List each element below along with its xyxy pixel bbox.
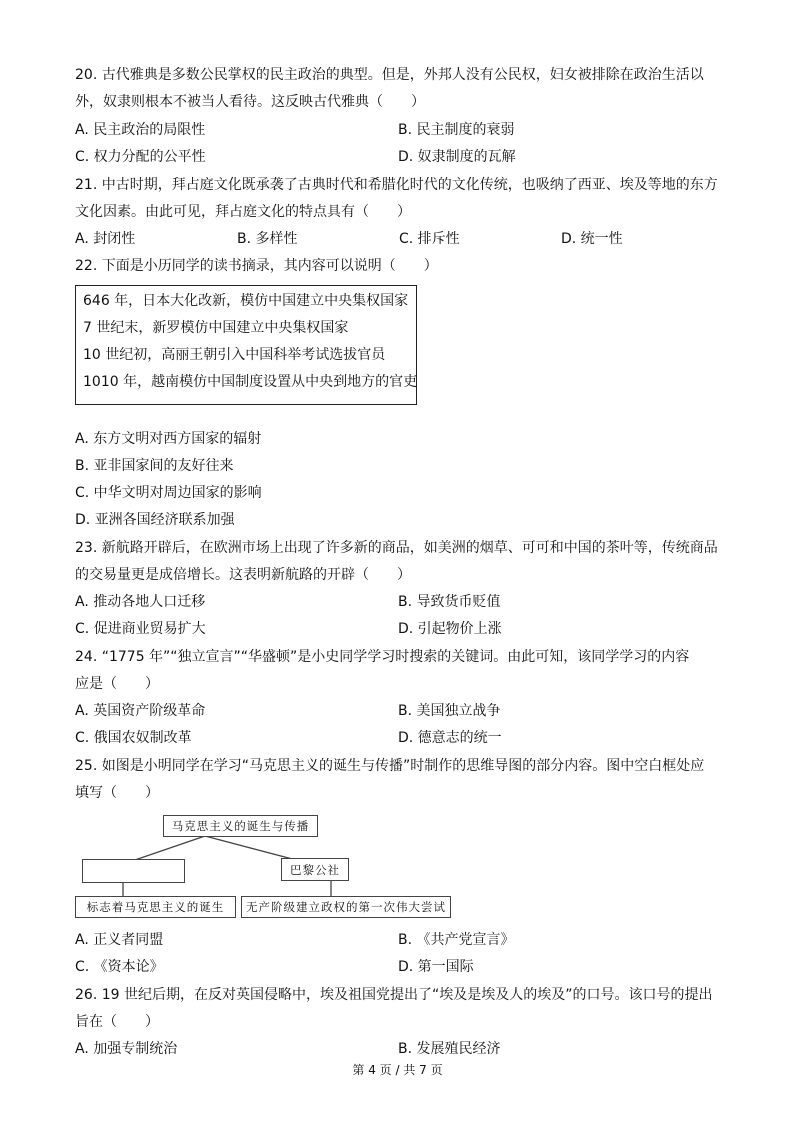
q22-option-b: B. 亚非国家间的友好往来 — [75, 458, 234, 474]
q25-stem-line-1: 25. 如图是小明同学在学习“马克思主义的诞生与传播”时制作的思维导图的部分内容。图中空白框处应 — [75, 758, 705, 774]
q20-option-c: C. 权力分配的公平性 — [75, 149, 206, 165]
mind-map-blank-box — [82, 859, 185, 883]
q21-option-d: D. 统一性 — [561, 231, 623, 247]
q21-option-c: C. 排斥性 — [399, 231, 460, 247]
q24-option-d: D. 德意志的统一 — [398, 730, 502, 746]
q20-option-b: B. 民主制度的衰弱 — [398, 122, 515, 138]
q24-option-b: B. 美国独立战争 — [398, 703, 501, 719]
q25-option-a: A. 正义者同盟 — [75, 932, 164, 948]
q22-stem: 22. 下面是小历同学的读书摘录，其内容可以说明（ ） — [75, 258, 438, 274]
mind-map-paris-commune: 巴黎公社 — [281, 858, 349, 881]
page-footer: 第 4 页 / 共 7 页 — [352, 1063, 443, 1077]
q20-option-a: A. 民主政治的局限性 — [75, 122, 206, 138]
mind-map-left-desc: 标志着马克思主义的诞生 — [75, 896, 236, 918]
q24-option-a: A. 英国资产阶级革命 — [75, 703, 206, 719]
q26-stem-line-2: 旨在（ ） — [75, 1014, 159, 1030]
q22-option-a: A. 东方文明对西方国家的辐射 — [75, 431, 262, 447]
excerpt-line-3: 10 世纪初，高丽王朝引入中国科举考试选拔官员 — [83, 347, 386, 363]
q24-option-c: C. 俄国农奴制改革 — [75, 730, 192, 746]
q25-stem-line-2: 填写（ ） — [75, 785, 159, 801]
mind-map-diagram — [75, 812, 455, 922]
q22-excerpt-box — [75, 285, 417, 405]
excerpt-line-4: 1010 年，越南模仿中国制度设置从中央到地方的官吏 — [83, 374, 418, 390]
q23-option-b: B. 导致货币贬值 — [398, 594, 501, 610]
q21-option-b: B. 多样性 — [237, 231, 298, 247]
q23-option-c: C. 促进商业贸易扩大 — [75, 621, 206, 637]
q25-option-b: B. 《共产党宣言》 — [398, 932, 515, 948]
q25-option-d: D. 第一国际 — [398, 959, 474, 975]
q20-stem-line-2: 外，奴隶则根本不被当人看待。这反映古代雅典（ ） — [75, 94, 425, 110]
mind-map-right-desc: 无产阶级建立政权的第一次伟大尝试 — [241, 896, 451, 918]
q26-stem-line-1: 26. 19 世纪后期，在反对英国侵略中，埃及祖国党提出了“埃及是埃及人的埃及”的口号。该口号的提出 — [75, 987, 713, 1003]
excerpt-line-2: 7 世纪末，新罗模仿中国建立中央集权国家 — [83, 320, 349, 336]
excerpt-line-1: 646 年，日本大化改新，模仿中国建立中央集权国家 — [83, 293, 409, 309]
q23-stem-line-2: 的交易量更是成倍增长。这表明新航路的开辟（ ） — [75, 567, 411, 583]
q21-option-a: A. 封闭性 — [75, 231, 136, 247]
q23-option-d: D. 引起物价上涨 — [398, 621, 502, 637]
q22-option-c: C. 中华文明对周边国家的影响 — [75, 485, 262, 501]
q22-option-d: D. 亚洲各国经济联系加强 — [75, 512, 235, 528]
q21-stem-line-1: 21. 中古时期，拜占庭文化既承袭了古典时代和希腊化时代的文化传统，也吸纳了西亚、埃及等地的东方 — [75, 177, 718, 193]
q26-option-b: B. 发展殖民经济 — [398, 1041, 501, 1057]
q20-stem-line-1: 20. 古代雅典是多数公民掌权的民主政治的典型。但是，外邦人没有公民权，妇女被排除在政治生活以 — [75, 67, 704, 83]
q20-option-d: D. 奴隶制度的瓦解 — [398, 149, 516, 165]
q26-option-a: A. 加强专制统治 — [75, 1041, 178, 1057]
q21-stem-line-2: 文化因素。由此可见，拜占庭文化的特点具有（ ） — [75, 204, 411, 220]
q24-stem-line-1: 24. “1775 年”“独立宣言”“华盛顿”是小史同学学习时搜索的关键词。由此可知，该同学学习的内容 — [75, 649, 690, 665]
q23-stem-line-1: 23. 新航路开辟后，在欧洲市场上出现了许多新的商品，如美洲的烟草、可可和中国的茶叶等，传统商品 — [75, 540, 718, 556]
q23-option-a: A. 推动各地人口迁移 — [75, 594, 206, 610]
mind-map-root: 马克思主义的诞生与传播 — [163, 815, 318, 837]
q25-option-c: C. 《资本论》 — [75, 959, 164, 975]
q24-stem-line-2: 应是（ ） — [75, 676, 159, 692]
